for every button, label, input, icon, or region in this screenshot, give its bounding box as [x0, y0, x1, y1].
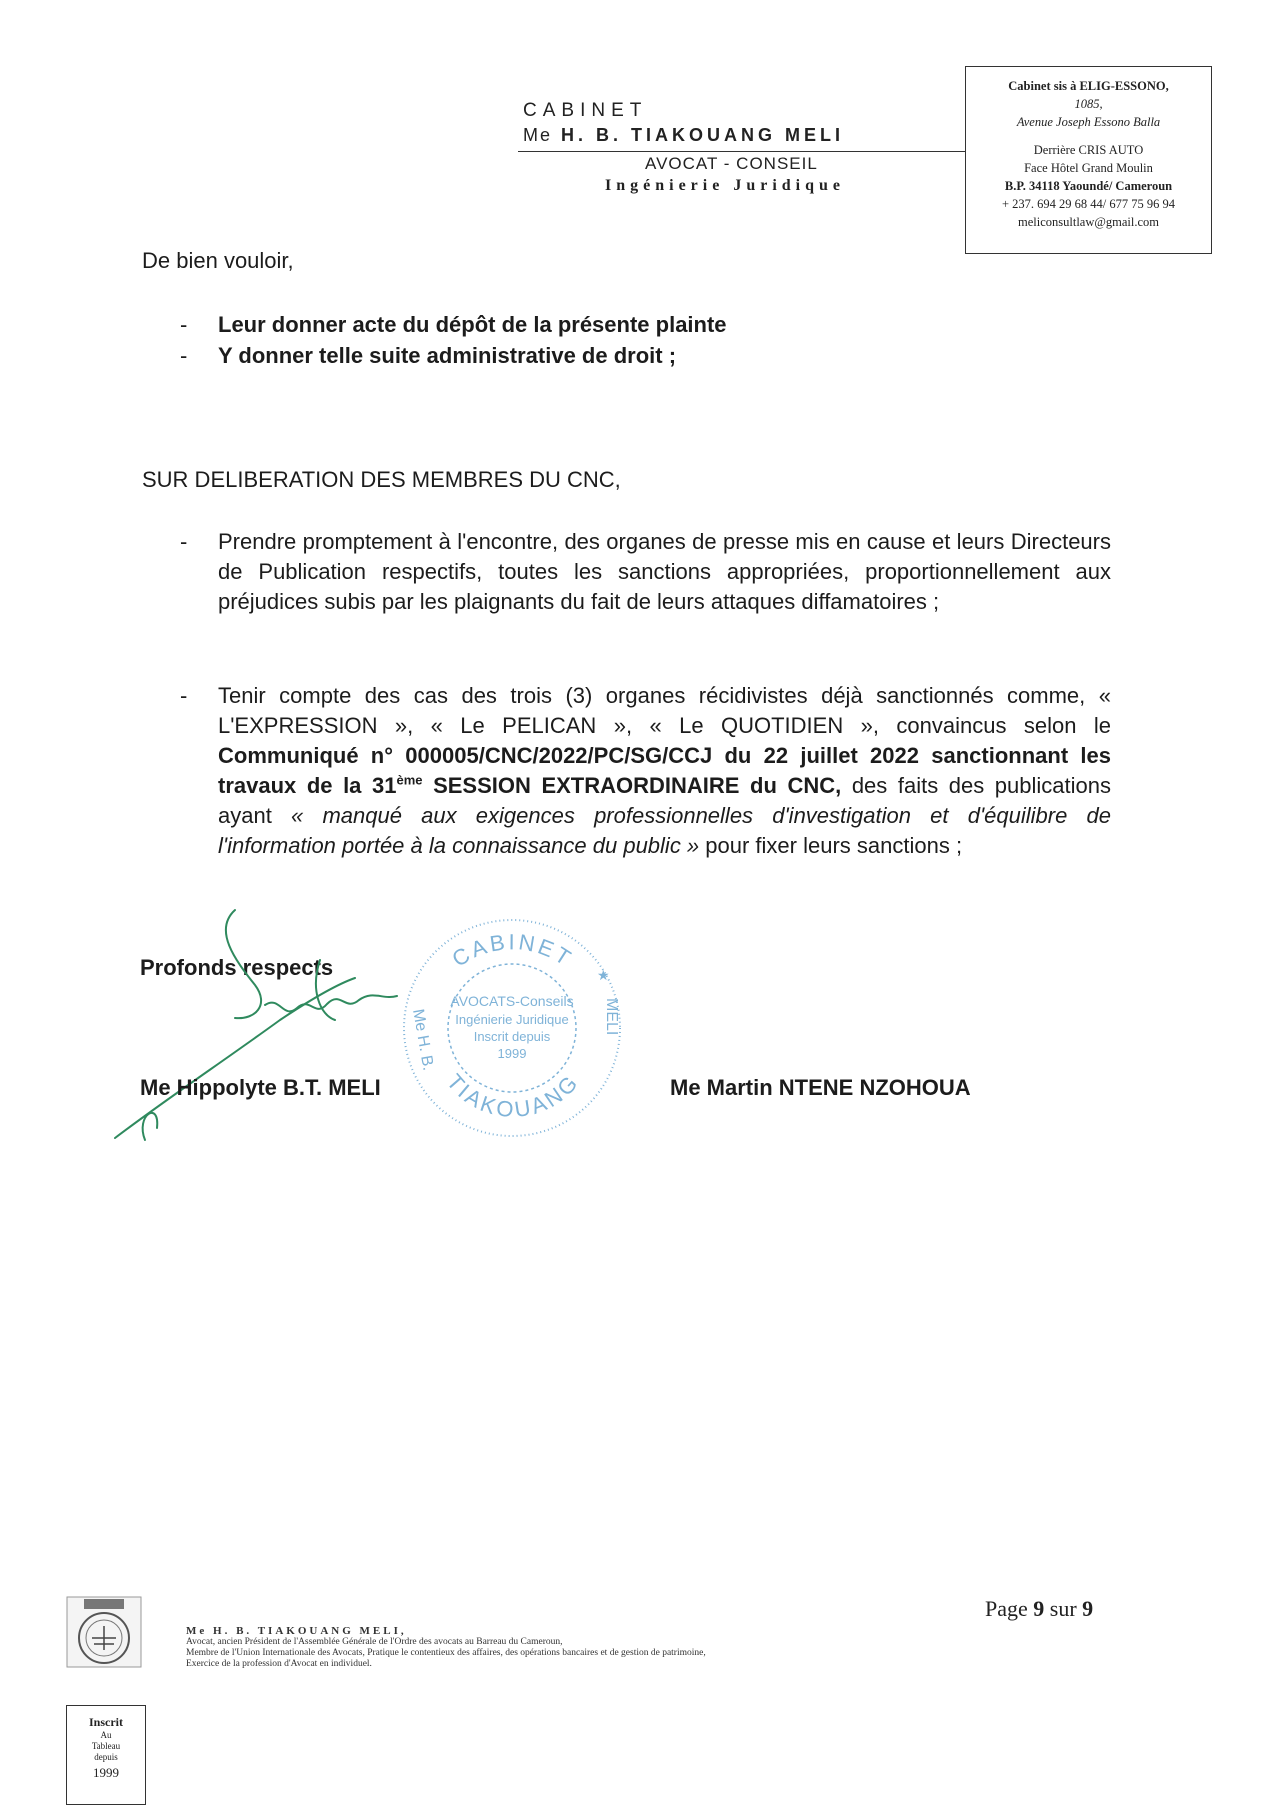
request-item-2: Y donner telle suite administrative de droit ;: [218, 343, 677, 368]
letterhead-rule: [518, 151, 965, 152]
page-current: 9: [1033, 1596, 1045, 1621]
point-2-quote: « manqué aux exigences professionnelles d'investigation et d'équilibre de l'information portée à la connaissance du public »: [218, 803, 1111, 858]
stamp-center-4: 1999: [497, 1046, 527, 1061]
inscrit-line-3: depuis: [94, 1752, 118, 1762]
signatory-left: Me Hippolyte B.T. MELI: [140, 1075, 381, 1100]
address-email: meliconsultlaw@gmail.com: [1018, 215, 1159, 229]
point-dash-2: -: [180, 683, 188, 708]
address-line-2: 1085,: [1074, 97, 1103, 111]
page-separator: sur: [1049, 1596, 1077, 1621]
signatory-right: Me Martin NTENE NZOHOUA: [670, 1075, 971, 1100]
point-2-part-1: Tenir compte des cas des trois (3) organes récidivistes déjà sanctionnés comme, « L'EXPRESSION », « Le PELICAN », « Le QUOTIDIEN », convaincus selon le: [218, 683, 1111, 738]
address-line-5: Face Hôtel Grand Moulin: [1024, 161, 1153, 175]
stamp-center-3: Inscrit depuis: [473, 1029, 551, 1044]
point-2-superscript: ème: [396, 772, 423, 788]
point-1-text: Prendre promptement à l'encontre, des organes de presse mis en cause et leurs Directeurs de Publication respectifs, toutes les sanctions appropriées, proportionnellement aux préjudices subis par les plaignants du fait de leurs attaques diffamatoires ;: [218, 529, 1111, 614]
address-line-7: + 237. 694 29 68 44/ 677 75 96 94: [1001, 197, 1176, 211]
stamp-left-text: Me H. B.: [409, 1007, 437, 1072]
letterhead-name-text: H. B. TIAKOUANG MELI: [561, 125, 845, 145]
deliberation-heading: SUR DELIBERATION DES MEMBRES DU CNC,: [142, 467, 621, 492]
letterhead-name: [523, 125, 844, 146]
signature-icon: [105, 900, 435, 1150]
address-line-4: Derrière CRIS AUTO: [1033, 143, 1144, 157]
address-line-6: B.P. 34118 Yaoundé/ Cameroun: [1004, 179, 1173, 193]
inscrit-box: [66, 1705, 146, 1805]
inscrit-line-2: Tableau: [91, 1741, 121, 1751]
intro-text: De bien vouloir,: [142, 248, 294, 273]
inscrit-line-1: Au: [100, 1730, 112, 1740]
stamp-center-1: AVOCATS-Conseils: [450, 993, 574, 1009]
letterhead-name-prefix: Me: [523, 125, 553, 145]
stamp-top-text: CABINET: [447, 929, 578, 972]
inscrit-title: Inscrit: [89, 1715, 123, 1729]
footer: [186, 1626, 706, 1670]
stamp-right-text: MELI: [603, 998, 620, 1036]
point-2-text: [218, 681, 1111, 861]
point-dash-1: -: [180, 529, 188, 554]
address-line-3: Avenue Joseph Essono Balla: [1016, 115, 1161, 129]
footer-name: Me H. B. TIAKOUANG MELI,: [186, 1625, 407, 1637]
stamp-bottom-text: TIAKOUANG: [441, 1068, 585, 1123]
request-dash-1: -: [180, 312, 188, 337]
footer-line-1: Avocat, ancien Président de l'Assemblée Générale de l'Ordre des avocats au Barreau du Cameroun,: [186, 1637, 563, 1647]
page-number: [985, 1596, 1093, 1622]
letterhead-subtitle: AVOCAT - CONSEIL: [645, 154, 818, 173]
page-label: Page: [985, 1596, 1028, 1621]
closing-text: Profonds respects: [140, 955, 334, 980]
point-2-session: SESSION EXTRAORDINAIRE du CNC,: [422, 773, 842, 798]
point-2-communique: Communiqué n° 000005/CNC/2022/PC/SG/CCJ du 22 juillet 2022 sanctionnant les travaux de la 31: [218, 743, 1111, 798]
address-line-1: Cabinet sis à ELIG-ESSONO,: [1008, 79, 1169, 93]
point-2-part-3: pour fixer leurs sanctions ;: [699, 833, 963, 858]
request-item-1: Leur donner acte du dépôt de la présente plainte: [218, 312, 727, 337]
footer-line-2: Membre de l'Union Internationale des Avocats, Pratique le contentieux des affaires, des opérations bancaires et de gestion de patrimoine,: [186, 1648, 706, 1658]
bar-seal-icon: [66, 1596, 142, 1668]
point-2-part-2: des faits des publications ayant: [218, 773, 1111, 828]
letterhead-cabinet: CABINET: [523, 100, 648, 121]
stamp-star-icon: ★: [597, 967, 610, 983]
letterhead-specialty: Ingénierie Juridique: [605, 177, 846, 194]
footer-line-3: Exercice de la profession d'Avocat en individuel.: [186, 1659, 372, 1669]
page-total: 9: [1082, 1596, 1094, 1621]
inscrit-year: 1999: [93, 1765, 119, 1780]
address-box: [965, 66, 1212, 254]
stamp-center-2: Ingénierie Juridique: [455, 1012, 569, 1027]
request-dash-2: -: [180, 343, 188, 368]
